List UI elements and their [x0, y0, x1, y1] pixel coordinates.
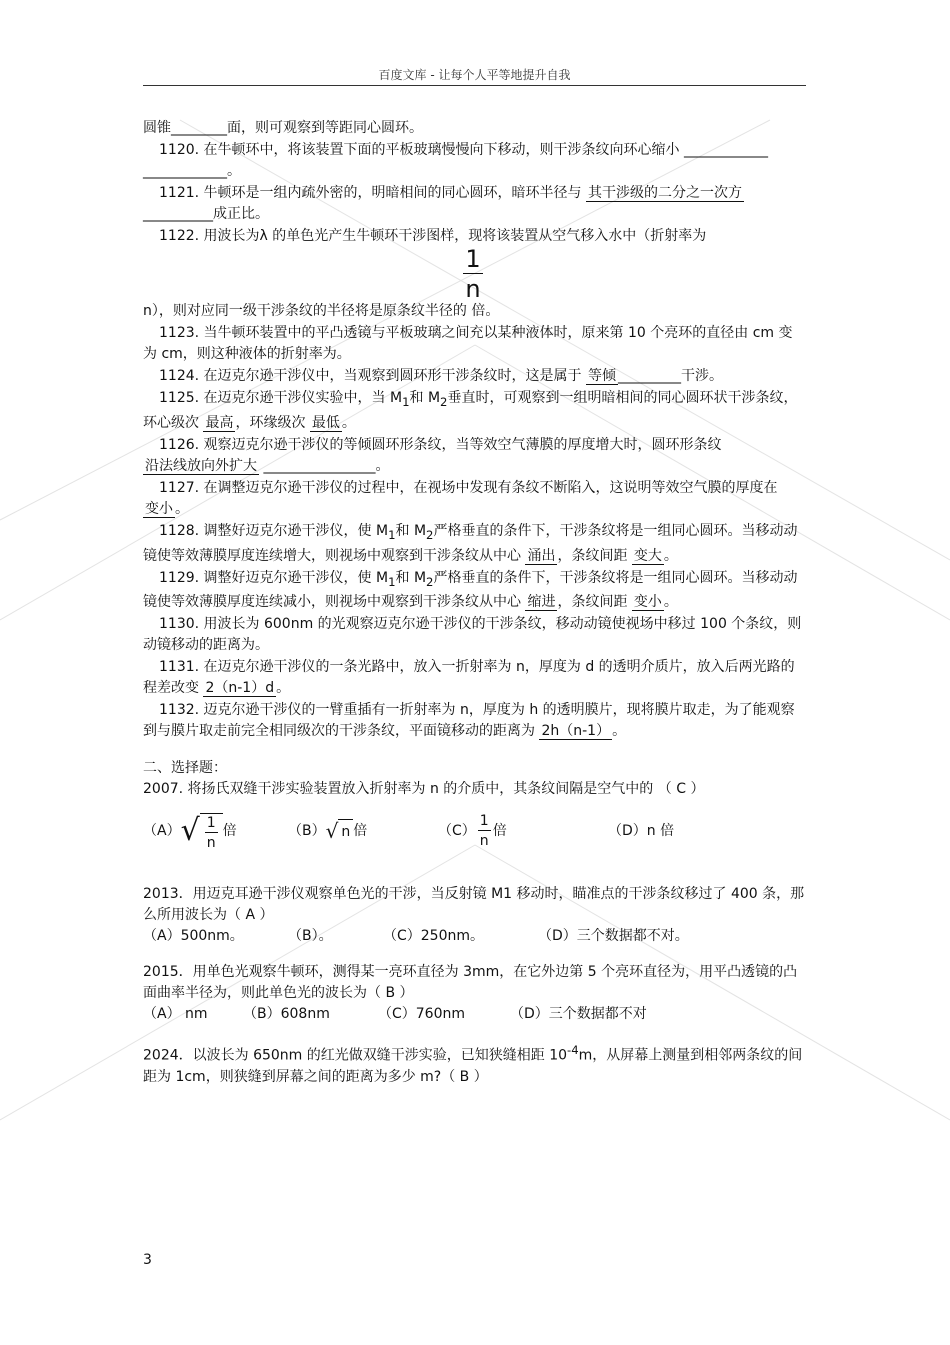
answer-1127: 变小	[145, 500, 173, 517]
choice-b: （B） √ n 倍	[288, 819, 368, 844]
question-1121: 1121. 牛顿环是一组内疏外密的，明暗相间的同心圆环，暗环半径与 其干涉级的二分之一次方 __________成正比。	[143, 185, 742, 222]
choice-c: （C）250nm。	[383, 928, 485, 945]
answer-1128-b: 变大	[633, 547, 662, 564]
answer-1125-b: 最低	[311, 414, 340, 431]
section-title-choice: 二、选择题：	[143, 760, 227, 777]
answer-1126: 沿法线放向外扩大	[145, 457, 257, 474]
sqrt-symbol: √ $\frac{1}{n}$	[181, 813, 223, 850]
fraction-one-over-n: $\frac{1}{n}$	[465, 245, 481, 303]
choice-a: （A） √ $\frac{1}{n}$ 倍	[143, 813, 237, 851]
choices-2015	[143, 1004, 806, 1025]
header-rule	[143, 85, 806, 86]
sqrt-symbol: √ n	[326, 819, 354, 843]
choices-2013	[143, 926, 806, 947]
answer-1129-a: 缩进	[527, 594, 556, 611]
question-1129: 1129. 调整好迈克尔逊干涉仪，使 $M_1$和 $M_2$严格垂直的条件下，干涉条纹将是一组同心圆环。当移动动镜使等效薄膜厚度连续减小，则视场中观察到干涉条纹从中心 缩进 ，条纹间距 变小 。	[143, 569, 798, 611]
question-2007: 2007. 将扬氏双缝干涉实验装置放入折射率为 n 的介质中，其条纹间隔是空气中的 （ C ）	[143, 781, 705, 798]
question-1126: 1126. 观察迈克尔逊干涉仪的等倾圆环形条纹，当等效空气薄膜的厚度增大时，圆环形条纹 沿法线放向外扩大 ________________。	[145, 436, 722, 474]
question-1124: 1124. 在迈克尔逊干涉仪中，当观察到圆环形干涉条纹时，这是属于 等倾 _________干涉。	[159, 368, 723, 384]
question-1123: 1123. 当牛顿环装置中的平凸透镜与平板玻璃之间充以某种液体时，原来第 10 个亮环的直径由 cm 变为 cm，则这种液体的折射率为。	[143, 325, 793, 362]
answer-1129-b: 变小	[633, 594, 662, 611]
answer-1125-a: 最高	[205, 414, 234, 431]
question-2015: 2015．用单色光观察牛顿环，测得某一亮环直径为 3mm，在它外边第 5 个亮环直径为，用平凸透镜的凸面曲率半径为，则此单色光的波长为（ B ） （A） nm （B）608nm （C）760nm （D）三个数据都不对	[143, 962, 806, 1025]
choice-b: （B）。	[288, 928, 333, 945]
choices-2007	[143, 808, 806, 854]
answer-2007: （ C ）	[657, 781, 705, 798]
question-2024: 2024．以波长为 650nm 的红光做双缝干涉实验，已知狭缝相距 $10^{-4}m$，从屏幕上测量到相邻两条纹的间距为 1cm，则狭缝到屏幕之间的距离为多少 m?（ B ）	[143, 1043, 803, 1086]
answer-1121: 其干涉级的二分之一次方	[588, 185, 742, 201]
page-header: 百度文库 - 让每个人平等地提升自我	[378, 68, 571, 82]
question-1125: 1125. 在迈克尔逊干涉仪实验中，当 $M_1$和 $M_2$垂直时，可观察到一组明暗相间的同心圆环状干涉条纹，环心级次 最高 ，环缘级次 最低 。	[143, 390, 798, 431]
answer-1128-a: 涌出	[527, 547, 556, 564]
choice-d: （D）三个数据都不对。	[538, 928, 689, 945]
question-1131: 1131. 在迈克尔逊干涉仪的一条光路中，放入一折射率为 n，厚度为 d 的透明介质片，放入后两光路的程差改变 2（n-1）d 。	[143, 659, 795, 697]
choice-c: （C）760nm	[378, 1006, 466, 1023]
question-2013: 2013．用迈克耳逊干涉仪观察单色光的干涉，当反射镜 M1 移动时，瞄准点的干涉条纹移过了 400 条，那么所用波长为（ A ） （A）500nm。 （B）。 （C）250nm。 （D）三个数据都不对。	[143, 884, 806, 947]
question-1127: 1127. 在调整迈克尔逊干涉仪的过程中，在视场中发现有条纹不断陷入，这说明等效空气膜的厚度在 变小 。	[145, 479, 778, 517]
choice-c: （C） $\frac{1}{n}$ 倍	[438, 813, 507, 850]
question-1130: 1130. 用波长为 600nm 的光观察迈克尔逊干涉仪的干涉条纹，移动动镜使视场中移过 100 个条纹，则动镜移动的距离为。	[143, 616, 802, 654]
question-1122: 1122. 用波长为λ 的单色光产生牛顿环干涉图样，现将该装置从空气移入水中（折射率为 $\frac{1}{n}$ n），则对应同一级干涉条纹的半径将是原条纹半径的 倍。	[143, 228, 707, 319]
choice-d: （D）n 倍	[608, 822, 675, 839]
choice-d: （D）三个数据都不对	[510, 1006, 647, 1023]
question-1132: 1132. 迈克尔逊干涉仪的一臂重插有一折射率为 n，厚度为 h 的透明膜片，现将膜片取走，为了能观察到与膜片取走前完全相同级次的干涉条纹，平面镜移动的距离为 2h（n-1） 。	[143, 702, 795, 740]
page-number: 3	[143, 1252, 152, 1268]
question-continuation: 圆锥________面，则可观察到等距同心圆环。	[143, 120, 423, 136]
choice-b: （B）608nm	[243, 1006, 330, 1023]
question-1120: 1120. 在牛顿环中，将该装置下面的平板玻璃慢慢向下移动，则干涉条纹向环心缩小 ____________ ____________。	[143, 142, 768, 179]
choice-a: （A）500nm。	[143, 928, 244, 945]
answer-1124: 等倾	[588, 368, 616, 384]
answer-1132: 2h（n-1）	[541, 723, 611, 740]
document-body	[143, 118, 806, 1089]
question-1128: 1128. 调整好迈克尔逊干涉仪，使 $M_1$和 $M_2$严格垂直的条件下，干涉条纹将是一组同心圆环。当移动动镜使等效薄膜厚度连续增大，则视场中观察到干涉条纹从中心 涌出 ，条纹间距 变大 。	[143, 522, 798, 564]
answer-1131: 2（n-1）d	[205, 680, 275, 697]
choice-a: （A） nm	[143, 1006, 208, 1023]
